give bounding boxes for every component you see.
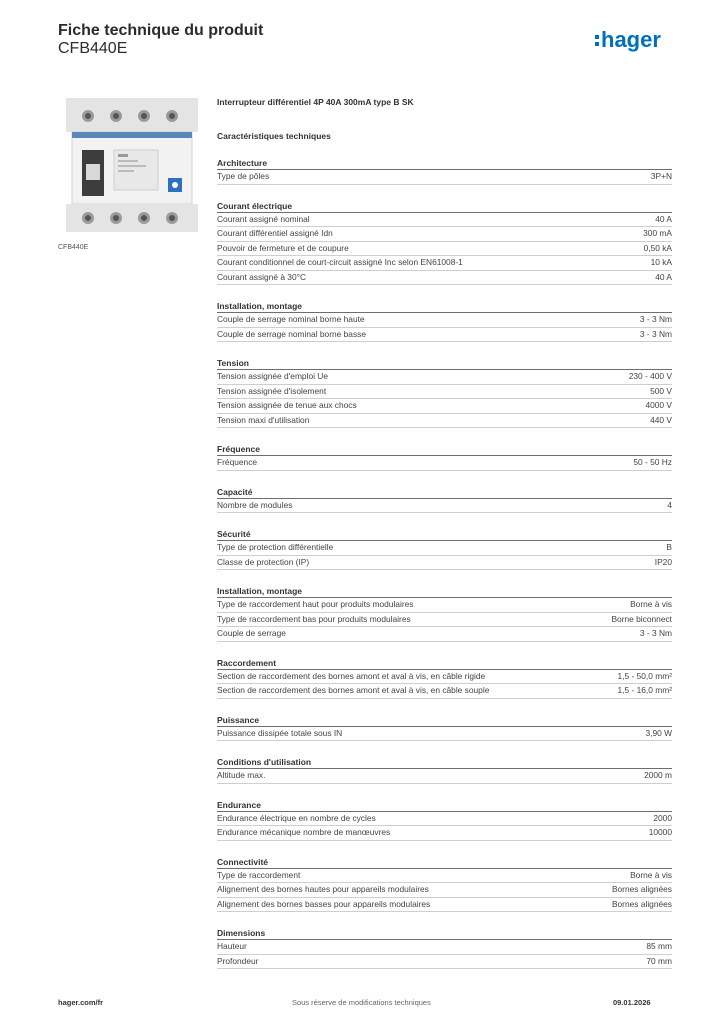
spec-row [217,242,672,257]
spec-label: Type de raccordement bas pour produits modulaires [217,613,411,624]
footer-date: 09.01.2026 [613,998,651,1007]
spec-groups [217,157,672,969]
spec-row [217,883,672,898]
spec-value: 4000 V [645,400,672,410]
spec-group [217,714,672,742]
spec-label: Tension assignée d'emploi Ue [217,371,329,381]
spec-label: Type de pôles [217,171,270,181]
spec-group-title: Installation, montage [217,300,672,313]
spec-value: 10 kA [650,257,672,267]
product-image [58,90,206,238]
spec-label: Type de protection différentielle [217,542,334,552]
spec-value: 230 - 400 V [628,371,672,381]
spec-label: Hauteur [217,941,247,951]
footer-disclaimer: Sous réserve de modifications techniques [292,998,431,1007]
spec-row [217,684,672,699]
spec-group [217,157,672,185]
spec-group [217,585,672,642]
product-description: Interrupteur différentiel 4P 40A 300mA type B SK [217,97,414,107]
spec-value: Bornes alignées [611,898,672,909]
spec-row [217,826,672,841]
spec-value: 2000 [653,812,672,823]
spec-value: 10000 [648,827,672,837]
spec-label: Pouvoir de fermeture et de coupure [217,242,349,253]
spec-row [217,170,672,185]
specs-heading: Caractéristiques techniques [217,131,331,141]
spec-value: 440 V [650,414,672,425]
spec-value: 4 [667,499,672,510]
spec-label: Couple de serrage nominal borne basse [217,328,366,339]
spec-group-title: Conditions d'utilisation [217,756,672,769]
spec-group [217,927,672,969]
spec-value: 85 mm [646,941,672,951]
spec-group [217,443,672,471]
spec-label: Courant conditionnel de court-circuit assigné Inc selon EN61008-1 [217,257,463,267]
spec-row [217,456,672,471]
spec-row [217,414,672,429]
spec-row [217,598,672,613]
spec-value: 0,50 kA [643,242,672,253]
spec-label: Altitude max. [217,770,266,780]
brand-name: hager [601,27,661,52]
spec-group-title: Courant électrique [217,200,672,213]
spec-row [217,370,672,385]
spec-row [217,227,672,242]
spec-row [217,399,672,414]
spec-value: 70 mm [646,955,672,966]
spec-value: 1,5 - 50,0 mm² [617,670,672,681]
spec-label: Couple de serrage [217,628,286,638]
spec-value: 3 - 3 Nm [639,628,672,638]
spec-label: Couple de serrage nominal borne haute [217,314,365,324]
spec-label: Fréquence [217,457,258,467]
spec-row [217,313,672,328]
spec-label: Tension maxi d'utilisation [217,414,310,425]
page-title: Fiche technique du produit [58,22,264,39]
spec-label: Profondeur [217,955,259,966]
spec-row [217,271,672,286]
spec-label: Type de raccordement [217,869,301,880]
spec-label: Classe de protection (IP) [217,556,310,567]
spec-row [217,670,672,685]
spec-row [217,613,672,628]
spec-group-title: Fréquence [217,443,672,456]
spec-value: Borne à vis [630,599,672,609]
spec-row [217,898,672,913]
spec-label: Tension assignée de tenue aux chocs [217,400,357,410]
footer-website: hager.com/fr [58,998,104,1007]
spec-group-title: Endurance [217,799,672,812]
spec-group-title: Tension [217,357,672,370]
spec-group [217,856,672,913]
spec-value: Bornes alignées [611,884,672,894]
spec-label: Section de raccordement des bornes amont et aval à vis, en câble rigide [217,670,486,681]
spec-label: Alignement des bornes hautes pour appareils modulaires [217,884,429,894]
product-reference: CFB440E [58,40,128,57]
spec-label: Endurance électrique en nombre de cycles [217,812,376,823]
spec-label: Nombre de modules [217,499,293,510]
spec-group-title: Dimensions [217,927,672,940]
spec-row [217,627,672,642]
spec-group [217,657,672,699]
spec-group-title: Architecture [217,157,672,170]
spec-row [217,955,672,970]
spec-label: Puissance dissipée totale sous IN [217,727,343,738]
spec-row [217,541,672,556]
spec-group [217,528,672,570]
spec-group-title: Connectivité [217,856,672,869]
spec-value: 1,5 - 16,0 mm² [617,685,672,695]
spec-value: B [666,542,672,552]
spec-row [217,940,672,955]
spec-value: 40 A [655,271,672,282]
spec-value: 2000 m [644,770,672,780]
spec-label: Section de raccordement des bornes amont et aval à vis, en câble souple [217,685,490,695]
spec-label: Alignement des bornes basses pour appareils modulaires [217,898,431,909]
spec-value: 3P+N [650,171,672,181]
spec-value: 50 - 50 Hz [633,457,672,467]
spec-label: Type de raccordement haut pour produits modulaires [217,599,414,609]
spec-group [217,200,672,286]
spec-row [217,812,672,827]
spec-row [217,256,672,271]
spec-group-title: Capacité [217,486,672,499]
spec-row [217,213,672,228]
spec-value: 3 - 3 Nm [639,328,672,339]
spec-value: 500 V [650,385,672,396]
spec-row [217,869,672,884]
spec-label: Endurance mécanique nombre de manœuvres [217,827,391,837]
spec-row [217,385,672,400]
hager-logo [594,26,676,54]
spec-group-title: Raccordement [217,657,672,670]
spec-value: Borne biconnect [611,613,672,624]
spec-row [217,556,672,571]
spec-value: 3,90 W [645,727,672,738]
spec-group-title: Sécurité [217,528,672,541]
spec-label: Courant différentiel assigné Idn [217,228,333,238]
spec-label: Tension assignée d'isolement [217,385,327,396]
spec-group-title: Puissance [217,714,672,727]
spec-row [217,499,672,514]
spec-label: Courant assigné à 30°C [217,271,307,282]
spec-group-title: Installation, montage [217,585,672,598]
spec-row [217,769,672,784]
spec-label: Courant assigné nominal [217,213,310,224]
spec-value: 40 A [655,213,672,224]
spec-value: Borne à vis [630,869,672,880]
spec-group [217,799,672,841]
spec-group [217,756,672,784]
spec-value: 300 mA [643,228,672,238]
spec-content [217,96,672,969]
spec-group [217,486,672,514]
spec-group [217,357,672,428]
spec-value: IP20 [654,556,672,567]
spec-value: 3 - 3 Nm [639,314,672,324]
spec-group [217,300,672,342]
spec-row [217,727,672,742]
spec-row [217,328,672,343]
image-caption: CFB440E [58,244,89,251]
